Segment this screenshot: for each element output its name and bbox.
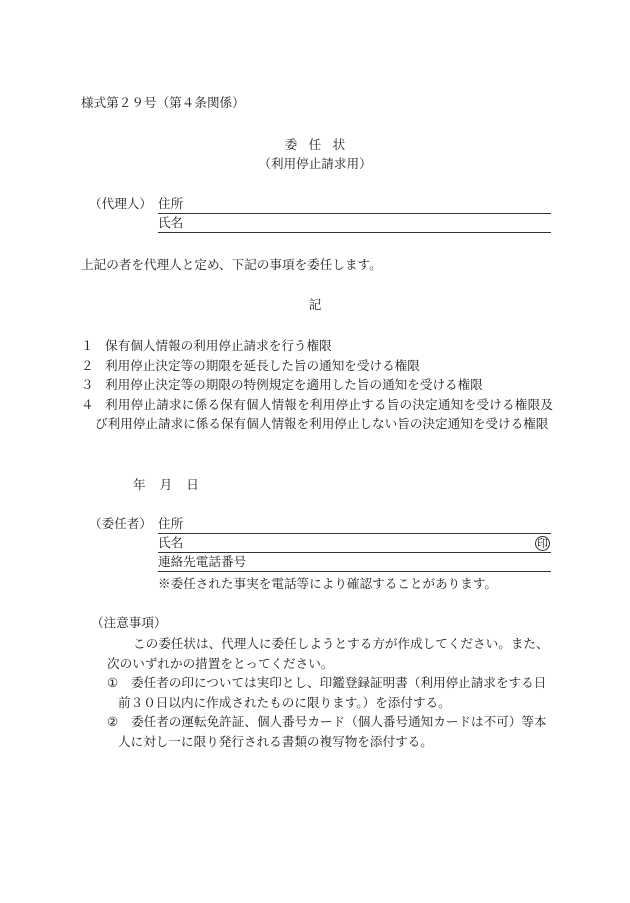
ki-heading: 記	[308, 297, 322, 312]
date-day: 日	[186, 477, 199, 492]
authority-number: ２	[81, 357, 94, 373]
confirm-note: ※委任された事実を電話等により確認することがあります。	[158, 576, 498, 591]
notes-body: この委任状は、代理人に委任しようとする方が作成してください。また、次のいずれかの措置をとってください。	[107, 636, 549, 671]
note-text: 委任者の運転免許証、個人番号カード（個人番号通知カードは不可）等本人に対し一に限り発行される書類の複写物を添付する。	[118, 714, 547, 749]
date-line[interactable]	[133, 477, 213, 493]
agent-name-field[interactable]	[158, 214, 551, 233]
agent-address-field[interactable]	[158, 195, 551, 214]
principal-name-field[interactable]	[158, 534, 551, 553]
principal-address-label: 住所	[158, 515, 184, 531]
note-item	[107, 712, 553, 751]
note-mark: ②	[107, 714, 119, 729]
declaration-text: 上記の者を代理人と定め、下記の事項を委任します。	[81, 257, 382, 272]
authority-item	[81, 336, 553, 356]
agent-name-label: 氏名	[158, 214, 184, 230]
authority-number: １	[81, 338, 94, 353]
authority-text: 利用停止請求に係る保有個人情報を利用停止する旨の決定通知を受ける権限及び利用停止請求に係る保有個人情報を利用停止しない旨の決定通知を受ける権限	[95, 396, 553, 431]
authority-item	[81, 356, 553, 376]
date-month: 月	[159, 477, 173, 492]
authority-list	[81, 336, 553, 434]
document-subtitle: （利用停止請求用）	[258, 156, 372, 171]
seal-icon: 印	[537, 537, 548, 550]
document-title: 委任状	[284, 137, 357, 152]
agent-address-label: 住所	[158, 195, 184, 211]
notes-heading: （注意事項）	[91, 615, 167, 630]
principal-phone-field[interactable]	[158, 553, 551, 572]
authority-number: ３	[81, 377, 94, 392]
note-text: 委任者の印については実印とし、印鑑登録証明書（利用停止請求をする日前３０日以内に作成されたものに限ります。）を添付する。	[118, 675, 547, 710]
authority-text: 利用停止決定等の期限を延長した旨の通知を受ける権限	[105, 357, 420, 373]
authority-item	[81, 395, 553, 434]
agent-label: （代理人）	[89, 196, 152, 211]
date-year: 年	[133, 477, 146, 492]
note-item	[107, 673, 553, 712]
authority-text: 利用停止決定等の期限の特例規定を適用した旨の通知を受ける権限	[105, 377, 483, 392]
principal-address-field[interactable]	[158, 515, 551, 534]
authority-item	[81, 375, 553, 395]
authority-text: 保有個人情報の利用停止請求を行う権限	[105, 338, 332, 353]
principal-label: （委任者）	[89, 516, 152, 531]
principal-name-label: 氏名	[158, 534, 184, 550]
form-number: 様式第２９号（第４条関係）	[81, 95, 245, 110]
authority-number: ４	[81, 396, 94, 412]
principal-phone-label: 連絡先電話番号	[158, 553, 247, 569]
note-mark: ①	[107, 675, 119, 690]
